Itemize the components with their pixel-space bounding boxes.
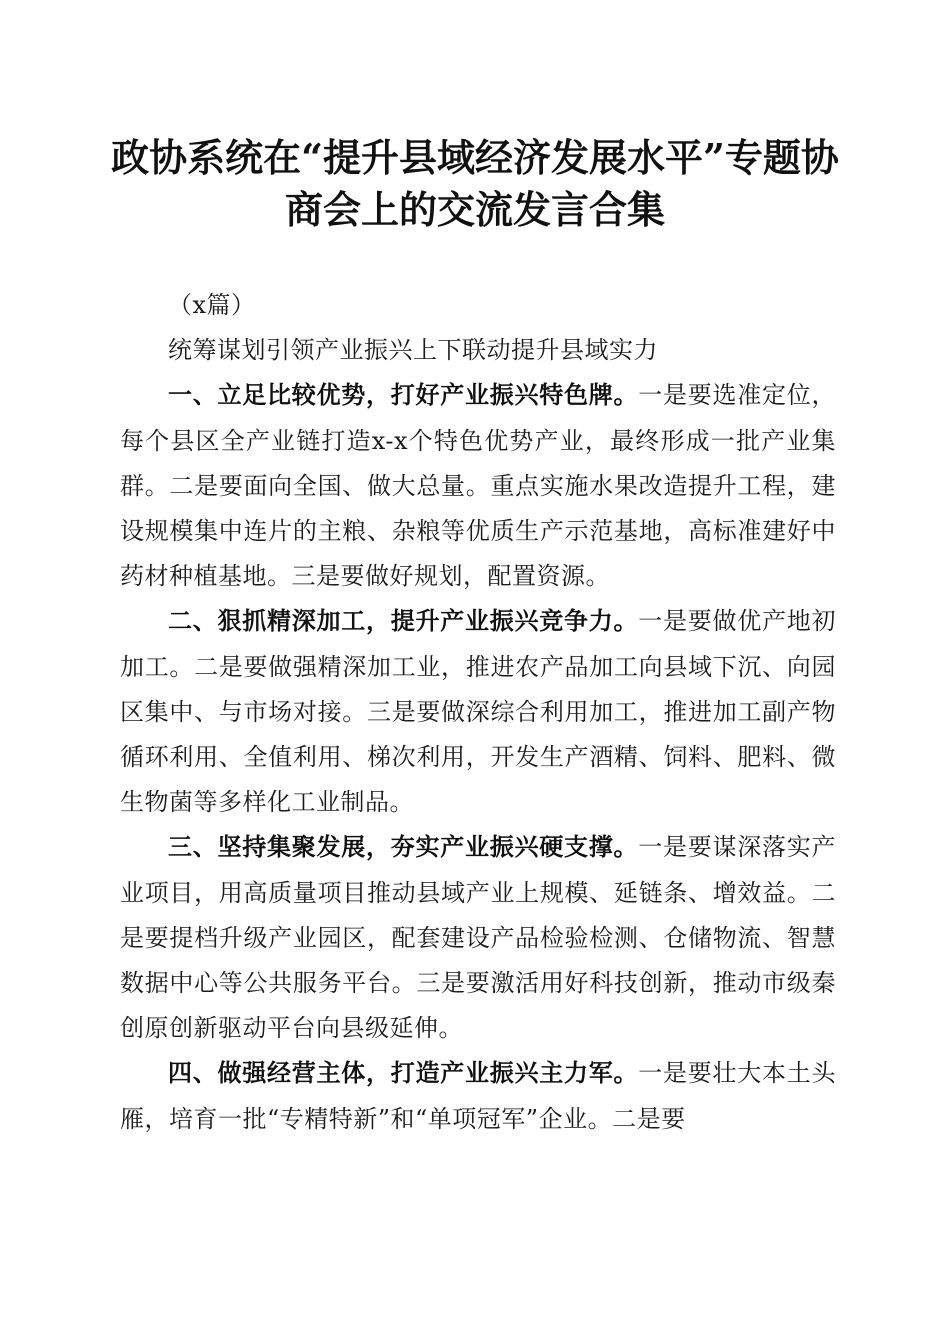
speech-title: 统筹谋划引领产业振兴上下联动提升县域实力 — [168, 336, 658, 365]
title-line-1: 政协系统在“提升县域经济发展水平”专题协 — [111, 135, 839, 180]
paragraph-4-body: 一是要壮大本土头雁，培育一批“专精特新”和“单项冠军”企业。二是要 — [120, 1059, 836, 1133]
paragraph-3 — [120, 825, 836, 1051]
paragraph-1-heading: 一、立足比较优势，打好产业振兴特色牌。 — [168, 381, 639, 410]
paragraph-3-heading: 三、坚持集聚发展，夯实产业振兴硬支撑。 — [168, 833, 639, 862]
paragraph-2-body: 一是要做优产地初加工。二是要做强精深加工业，推进农产品加工向县域下沉、向园区集中、与市场对接。三是要做深综合利用加工，推进加工副产物循环利用、全值利用、梯次利用，开发生产酒精、饲料、肥料、微生物菌等多样化工业制品。 — [120, 607, 836, 817]
paragraph-1-body: 一是要选准定位，每个县区全产业链打造x-x个特色优势产业，最终形成一批产业集群。二是要面向全国、做大总量。重点实施水果改造提升工程，建设规模集中连片的主粮、杂粮等优质生产示范基地，高标准建好中药材种植基地。三是要做好规划，配置资源。 — [120, 381, 836, 591]
section-marker: （x篇） — [168, 291, 256, 319]
paragraph-4-heading: 四、做强经营主体，打造产业振兴主力军。 — [168, 1059, 639, 1088]
document-title — [110, 132, 840, 236]
document-body — [120, 283, 836, 1142]
paragraph-3-body: 一是要谋深落实产业项目，用高质量项目推动县域产业上规模、延链条、增效益。二是要提档升级产业园区，配套建设产品检验检测、仓储物流、智慧数据中心等公共服务平台。三是要激活用好科技创新，推动市级秦创原创新驱动平台向县级延伸。 — [120, 833, 836, 1043]
paragraph-1 — [120, 373, 836, 599]
paragraph-4 — [120, 1051, 836, 1141]
title-line-2: 商会上的交流发言合集 — [284, 187, 665, 232]
paragraph-2-heading: 二、狠抓精深加工，提升产业振兴竞争力。 — [168, 607, 639, 636]
paragraph-2 — [120, 599, 836, 825]
